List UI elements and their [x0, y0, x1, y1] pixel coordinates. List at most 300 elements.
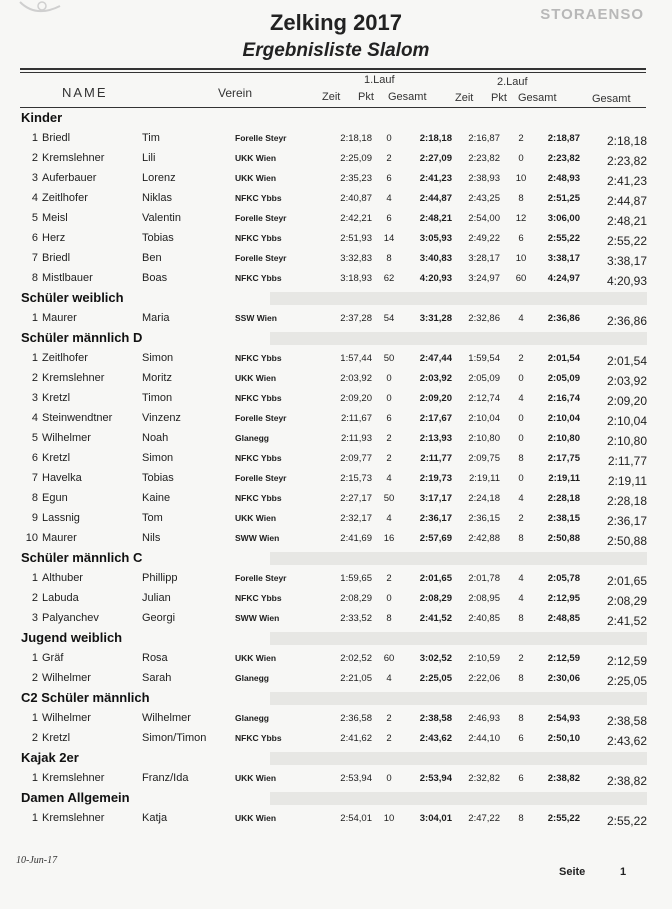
cell-first-name: Sarah	[142, 672, 172, 684]
result-row	[0, 228, 672, 248]
cell-overall-total: 2:48,21	[606, 214, 647, 228]
cell-run2-time: 2:16,87	[468, 133, 500, 144]
header-divider	[20, 68, 646, 70]
cell-run2-time: 2:38,93	[468, 173, 500, 184]
cell-run1-time: 2:36,58	[340, 713, 372, 724]
cell-run2-time: 2:42,88	[468, 533, 500, 544]
cell-run1-total: 2:13,93	[419, 433, 452, 444]
cell-rank: 9	[31, 512, 38, 524]
cell-first-name: Valentin	[142, 212, 181, 224]
cell-club: Glanegg	[235, 713, 270, 723]
result-row	[0, 808, 672, 828]
cell-rank: 2	[31, 592, 38, 604]
cell-run1-time: 2:32,17	[340, 513, 372, 524]
cell-run1-total: 3:40,83	[419, 253, 452, 264]
cell-run2-points: 2	[518, 513, 524, 524]
cell-run1-total: 2:48,21	[419, 213, 452, 224]
results-list	[0, 108, 672, 828]
cell-run2-points: 2	[518, 653, 524, 664]
cell-first-name: Lorenz	[142, 172, 176, 184]
cell-first-name: Kaine	[142, 492, 171, 504]
cell-last-name: Kretzl	[42, 732, 71, 744]
cell-overall-total: 2:12,59	[606, 654, 647, 668]
cell-rank: 6	[31, 452, 38, 464]
column-header-time1: Zeit	[322, 91, 341, 103]
cell-first-name: Lili	[142, 152, 156, 164]
cell-run2-points: 0	[518, 473, 524, 484]
cell-club: NFKC Ybbs	[235, 733, 282, 743]
cell-last-name: Meisl	[42, 212, 68, 224]
cell-overall-total: 2:28,18	[606, 494, 647, 508]
cell-club: Forelle Steyr	[235, 133, 287, 143]
cell-first-name: Franz/Ida	[142, 772, 189, 784]
cell-club: NFKC Ybbs	[235, 393, 282, 403]
cell-run1-total: 3:31,28	[419, 313, 452, 324]
page-title: Zelking 2017	[269, 10, 403, 35]
cell-rank: 8	[31, 272, 38, 284]
cell-club: UKK Wien	[235, 373, 277, 383]
cell-run1-time: 2:18,18	[340, 133, 372, 144]
cell-last-name: Labuda	[42, 592, 79, 604]
cell-run2-total: 2:38,82	[547, 773, 580, 784]
cell-first-name: Wilhelmer	[142, 712, 191, 724]
cell-run1-time: 2:11,93	[341, 433, 372, 444]
cell-rank: 1	[31, 712, 38, 724]
cell-run2-points: 0	[518, 153, 524, 164]
cell-run2-total: 2:12,59	[547, 653, 580, 664]
result-row	[0, 188, 672, 208]
cell-first-name: Moritz	[142, 372, 172, 384]
cell-club: Forelle Steyr	[235, 473, 287, 483]
cell-run2-total: 2:10,04	[547, 413, 580, 424]
section-heading: Kinder	[21, 110, 63, 125]
cell-run2-total: 2:36,86	[547, 313, 580, 324]
cell-run2-total: 2:54,93	[547, 713, 580, 724]
cell-run2-total: 2:38,15	[547, 513, 580, 524]
cell-first-name: Georgi	[142, 612, 176, 624]
cell-overall-total: 2:01,54	[606, 354, 647, 368]
cell-run2-points: 4	[518, 573, 524, 584]
result-row	[0, 148, 672, 168]
cell-run2-time: 2:24,18	[468, 493, 500, 504]
result-row	[0, 768, 672, 788]
cell-last-name: Maurer	[42, 532, 77, 544]
section-heading: C2 Schüler männlich	[0, 688, 672, 708]
cell-first-name: Ben	[142, 252, 162, 264]
cell-run1-time: 2:40,87	[340, 193, 372, 204]
cell-club: SWW Wien	[235, 533, 280, 543]
result-row	[0, 348, 672, 368]
cell-run2-total: 2:50,10	[547, 733, 580, 744]
cell-club: SWW Wien	[235, 613, 280, 623]
cell-run1-time: 2:54,01	[340, 813, 372, 824]
cell-run2-total: 2:55,22	[547, 233, 580, 244]
cell-run2-time: 2:05,09	[468, 373, 500, 384]
cell-rank: 1	[31, 352, 38, 364]
cell-rank: 1	[31, 652, 38, 664]
cell-run2-points: 6	[518, 773, 524, 784]
cell-rank: 2	[31, 672, 38, 684]
page-subtitle: Ergebnisliste Slalom	[242, 40, 430, 61]
cell-club: Forelle Steyr	[235, 413, 287, 423]
section-heading: Schüler männlich C	[0, 548, 672, 568]
cell-run1-points: 16	[383, 533, 395, 544]
cell-run1-time: 2:21,05	[340, 673, 372, 684]
cell-overall-total: 2:36,17	[606, 514, 647, 528]
cell-last-name: Steinwendtner	[42, 412, 113, 424]
cell-rank: 5	[31, 212, 38, 224]
cell-overall-total: 2:38,82	[606, 774, 647, 788]
cell-overall-total: 2:38,58	[606, 714, 647, 728]
cell-run2-total: 2:19,11	[548, 473, 580, 484]
sponsor-logo: STORAENSO	[540, 6, 644, 23]
cell-run2-total: 2:05,78	[547, 573, 580, 584]
cell-club: NFKC Ybbs	[235, 233, 282, 243]
cell-club: SSW Wien	[235, 313, 277, 323]
cell-club: Forelle Steyr	[235, 253, 287, 263]
section-heading: Schüler weiblich	[0, 288, 672, 308]
cell-run1-time: 2:11,67	[341, 413, 372, 424]
cell-run2-time: 2:47,22	[468, 813, 500, 824]
cell-run1-time: 2:09,20	[340, 393, 372, 404]
cell-run1-points: 4	[386, 513, 392, 524]
cell-run1-points: 62	[383, 273, 395, 284]
cell-run1-points: 8	[386, 613, 392, 624]
cell-last-name: Kretzl	[42, 452, 71, 464]
result-row	[0, 308, 672, 328]
cell-rank: 1	[31, 772, 38, 784]
result-row	[0, 508, 672, 528]
cell-run1-points: 8	[386, 253, 392, 264]
cell-run1-total: 4:20,93	[419, 273, 452, 284]
cell-run2-total: 2:28,18	[547, 493, 580, 504]
cell-last-name: Althuber	[42, 572, 83, 584]
cell-run1-time: 3:32,83	[340, 253, 372, 264]
cell-run2-points: 8	[518, 713, 524, 724]
result-row	[0, 428, 672, 448]
cell-overall-total: 2:36,86	[606, 314, 647, 328]
cell-run1-points: 2	[386, 573, 392, 584]
cell-rank: 7	[31, 252, 38, 264]
cell-first-name: Maria	[142, 312, 170, 324]
cell-run2-time: 2:22,06	[468, 673, 500, 684]
section-heading: Damen Allgemein	[0, 788, 672, 808]
result-row	[0, 128, 672, 148]
cell-last-name: Egun	[42, 492, 68, 504]
cell-run1-total: 2:09,20	[419, 393, 452, 404]
footer-date: 10-Jun-17	[16, 855, 58, 866]
cell-first-name: Phillipp	[142, 572, 178, 584]
cell-overall-total: 2:55,22	[606, 814, 647, 828]
cell-rank: 4	[31, 192, 38, 204]
cell-first-name: Vinzenz	[142, 412, 181, 424]
cell-overall-total: 2:18,18	[606, 134, 647, 148]
cell-run1-total: 2:25,05	[419, 673, 452, 684]
cell-overall-total: 2:01,65	[606, 574, 647, 588]
result-row	[0, 488, 672, 508]
cell-run1-time: 1:57,44	[340, 353, 372, 364]
cell-run2-time: 2:44,10	[468, 733, 500, 744]
cell-run2-time: 2:32,82	[468, 773, 500, 784]
result-row	[0, 468, 672, 488]
cell-last-name: Palyanchev	[42, 612, 99, 624]
cell-run1-points: 50	[383, 493, 395, 504]
column-header-total: Gesamt	[592, 93, 631, 105]
cell-run2-time: 2:32,86	[468, 313, 500, 324]
cell-run1-time: 2:08,29	[340, 593, 372, 604]
cell-run2-points: 0	[518, 433, 524, 444]
column-header-subtotal1: Gesamt	[388, 91, 427, 103]
cell-last-name: Kremslehner	[42, 372, 105, 384]
cell-run1-total: 2:44,87	[419, 193, 452, 204]
cell-overall-total: 2:50,88	[606, 534, 647, 548]
cell-run2-points: 4	[518, 493, 524, 504]
cell-run1-total: 2:03,92	[419, 373, 452, 384]
result-row	[0, 268, 672, 288]
cell-run1-points: 0	[386, 773, 392, 784]
cell-club: NFKC Ybbs	[235, 493, 282, 503]
cell-run1-time: 2:42,21	[340, 213, 372, 224]
cell-rank: 1	[31, 312, 38, 324]
result-row	[0, 448, 672, 468]
cell-run1-points: 60	[383, 653, 395, 664]
cell-rank: 3	[31, 172, 38, 184]
cell-club: UKK Wien	[235, 513, 277, 523]
header-divider-thin	[20, 72, 646, 73]
cell-last-name: Wilhelmer	[42, 432, 91, 444]
cell-run1-total: 2:01,65	[419, 573, 452, 584]
cell-run2-total: 2:18,87	[547, 133, 580, 144]
cell-overall-total: 2:41,52	[606, 614, 647, 628]
cell-run1-points: 2	[386, 733, 392, 744]
cell-rank: 7	[31, 472, 38, 484]
result-row	[0, 648, 672, 668]
cell-rank: 3	[31, 612, 38, 624]
column-header-run1: 1.Lauf	[364, 74, 395, 86]
cell-rank: 8	[31, 492, 38, 504]
cell-run2-time: 2:10,80	[468, 433, 500, 444]
column-header-points2: Pkt	[491, 92, 507, 104]
cell-overall-total: 3:38,17	[606, 254, 647, 268]
cell-run2-time: 2:09,75	[468, 453, 500, 464]
cell-last-name: Zeitlhofer	[42, 192, 88, 204]
cell-run1-points: 0	[386, 393, 392, 404]
cell-run1-points: 4	[386, 673, 392, 684]
cell-run2-total: 2:30,06	[547, 673, 580, 684]
cell-run1-total: 2:08,29	[419, 593, 452, 604]
cell-run1-points: 0	[386, 133, 392, 144]
cell-run2-points: 8	[518, 193, 524, 204]
cell-club: NFKC Ybbs	[235, 353, 282, 363]
cell-club: Forelle Steyr	[235, 573, 287, 583]
cell-run1-time: 2:53,94	[340, 773, 372, 784]
cell-run1-time: 2:41,69	[340, 533, 372, 544]
cell-run2-total: 3:06,00	[547, 213, 580, 224]
footer-page-number: 1	[620, 866, 627, 878]
column-header-name: NAME	[62, 85, 108, 100]
column-header-run2: 2.Lauf	[497, 76, 528, 88]
result-row	[0, 528, 672, 548]
cell-run2-total: 2:51,25	[547, 193, 580, 204]
result-row	[0, 568, 672, 588]
cell-last-name: Lassnig	[42, 512, 80, 524]
cell-last-name: Kremslehner	[42, 812, 105, 824]
cell-run2-points: 8	[518, 813, 524, 824]
cell-run1-total: 3:02,52	[419, 653, 452, 664]
cell-run2-points: 2	[518, 133, 524, 144]
cell-rank: 3	[31, 392, 38, 404]
cell-overall-total: 2:43,62	[606, 734, 647, 748]
cell-run1-time: 2:15,73	[340, 473, 372, 484]
result-row	[0, 368, 672, 388]
cell-run2-total: 2:50,88	[547, 533, 580, 544]
cell-rank: 2	[31, 152, 38, 164]
cell-run2-time: 2:10,59	[468, 653, 500, 664]
cell-run1-total: 2:36,17	[419, 513, 452, 524]
result-row	[0, 248, 672, 268]
cell-last-name: Kremslehner	[42, 152, 105, 164]
cell-run1-points: 6	[386, 173, 392, 184]
cell-overall-total: 2:41,23	[606, 174, 647, 188]
cell-run1-points: 50	[383, 353, 395, 364]
cell-run2-points: 0	[518, 373, 524, 384]
cell-last-name: Briedl	[42, 252, 71, 264]
column-header-points1: Pkt	[358, 91, 374, 103]
cell-last-name: Havelka	[42, 472, 82, 484]
section-heading: Kajak 2er	[0, 748, 672, 768]
cell-run1-time: 2:25,09	[340, 153, 372, 164]
cell-overall-total: 2:10,80	[606, 434, 647, 448]
cell-rank: 5	[31, 432, 38, 444]
cell-run2-time: 2:49,22	[468, 233, 500, 244]
cell-club: NFKC Ybbs	[235, 193, 282, 203]
cell-run2-total: 2:48,93	[547, 173, 580, 184]
cell-last-name: Kremslehner	[42, 772, 105, 784]
cell-first-name: Noah	[142, 432, 169, 444]
cell-first-name: Boas	[142, 272, 168, 284]
cell-run2-time: 2:23,82	[468, 153, 500, 164]
cell-run1-points: 4	[386, 473, 392, 484]
cell-club: UKK Wien	[235, 773, 277, 783]
cell-first-name: Tim	[142, 132, 160, 144]
cell-run2-time: 2:54,00	[468, 213, 500, 224]
cell-run1-points: 6	[386, 413, 392, 424]
cell-overall-total: 2:09,20	[606, 394, 647, 408]
cell-overall-total: 2:25,05	[606, 674, 647, 688]
cell-run2-total: 2:55,22	[547, 813, 580, 824]
result-row	[0, 208, 672, 228]
cell-last-name: Wilhelmer	[42, 712, 91, 724]
cell-run1-time: 2:33,52	[340, 613, 372, 624]
cell-last-name: Maurer	[42, 312, 77, 324]
cell-overall-total: 2:23,82	[606, 154, 647, 168]
cell-run2-points: 8	[518, 673, 524, 684]
cell-run2-time: 2:46,93	[468, 713, 500, 724]
cell-overall-total: 2:44,87	[606, 194, 647, 208]
cell-first-name: Niklas	[142, 192, 172, 204]
cell-rank: 1	[31, 812, 38, 824]
cell-last-name: Wilhelmer	[42, 672, 91, 684]
cell-last-name: Zeitlhofer	[42, 352, 88, 364]
cell-run1-total: 2:17,67	[419, 413, 452, 424]
cell-run1-time: 2:37,28	[340, 313, 372, 324]
cell-run2-points: 4	[518, 313, 524, 324]
cell-overall-total: 4:20,93	[606, 274, 647, 288]
cell-run1-time: 1:59,65	[340, 573, 372, 584]
cell-first-name: Timon	[142, 392, 173, 404]
cell-run1-time: 3:18,93	[340, 273, 372, 284]
cell-last-name: Briedl	[42, 132, 71, 144]
cell-run2-points: 8	[518, 613, 524, 624]
cell-club: UKK Wien	[235, 813, 277, 823]
footer-page-label: Seite	[559, 866, 586, 878]
cell-run1-total: 3:05,93	[419, 233, 452, 244]
cell-run1-points: 0	[386, 373, 392, 384]
cell-run2-points: 0	[518, 413, 524, 424]
result-row	[0, 408, 672, 428]
cell-last-name: Kretzl	[42, 392, 71, 404]
cell-run1-time: 2:03,92	[340, 373, 372, 384]
cell-club: Glanegg	[235, 673, 270, 683]
cell-run2-time: 3:24,97	[468, 273, 500, 284]
cell-run2-total: 2:16,74	[547, 393, 580, 404]
cell-overall-total: 2:10,04	[606, 414, 647, 428]
cell-run2-points: 8	[518, 533, 524, 544]
cell-run1-total: 2:47,44	[419, 353, 452, 364]
cell-first-name: Tobias	[142, 232, 174, 244]
cell-run2-time: 2:10,04	[468, 413, 500, 424]
cell-club: NFKC Ybbs	[235, 273, 282, 283]
cell-run1-points: 2	[386, 453, 392, 464]
column-header-club: Verein	[218, 86, 253, 100]
cell-run1-points: 10	[383, 813, 395, 824]
cell-run1-total: 2:41,23	[419, 173, 452, 184]
cell-run1-total: 2:41,52	[419, 613, 452, 624]
cell-run1-time: 2:35,23	[340, 173, 372, 184]
cell-run2-time: 1:59,54	[468, 353, 500, 364]
result-row	[0, 668, 672, 688]
cell-run2-time: 2:36,15	[468, 513, 500, 524]
cell-first-name: Nils	[142, 532, 161, 544]
cell-run1-points: 2	[386, 153, 392, 164]
cell-club: Forelle Steyr	[235, 213, 287, 223]
cell-run1-total: 2:43,62	[419, 733, 452, 744]
cell-first-name: Tom	[142, 512, 163, 524]
cell-rank: 6	[31, 232, 38, 244]
cell-overall-total: 2:08,29	[606, 594, 647, 608]
cell-overall-total: 2:19,11	[607, 474, 647, 488]
cell-run2-total: 2:05,09	[547, 373, 580, 384]
cell-rank: 2	[31, 372, 38, 384]
cell-run2-total: 2:23,82	[547, 153, 580, 164]
cell-run2-total: 2:10,80	[547, 433, 580, 444]
cell-run1-time: 2:09,77	[340, 453, 372, 464]
cell-overall-total: 2:03,92	[606, 374, 647, 388]
cell-run2-total: 2:17,75	[547, 453, 580, 464]
section-heading: Jugend weiblich	[0, 628, 672, 648]
cell-run2-total: 2:12,95	[547, 593, 580, 604]
result-row	[0, 728, 672, 748]
cell-run1-total: 2:11,77	[420, 453, 452, 464]
cell-run2-time: 2:43,25	[468, 193, 500, 204]
cell-run2-points: 10	[515, 253, 527, 264]
cell-run2-points: 10	[515, 173, 527, 184]
result-row	[0, 388, 672, 408]
cell-run1-time: 2:27,17	[340, 493, 372, 504]
cell-rank: 2	[31, 732, 38, 744]
cell-run1-points: 54	[383, 313, 395, 324]
cell-last-name: Mistlbauer	[42, 272, 93, 284]
